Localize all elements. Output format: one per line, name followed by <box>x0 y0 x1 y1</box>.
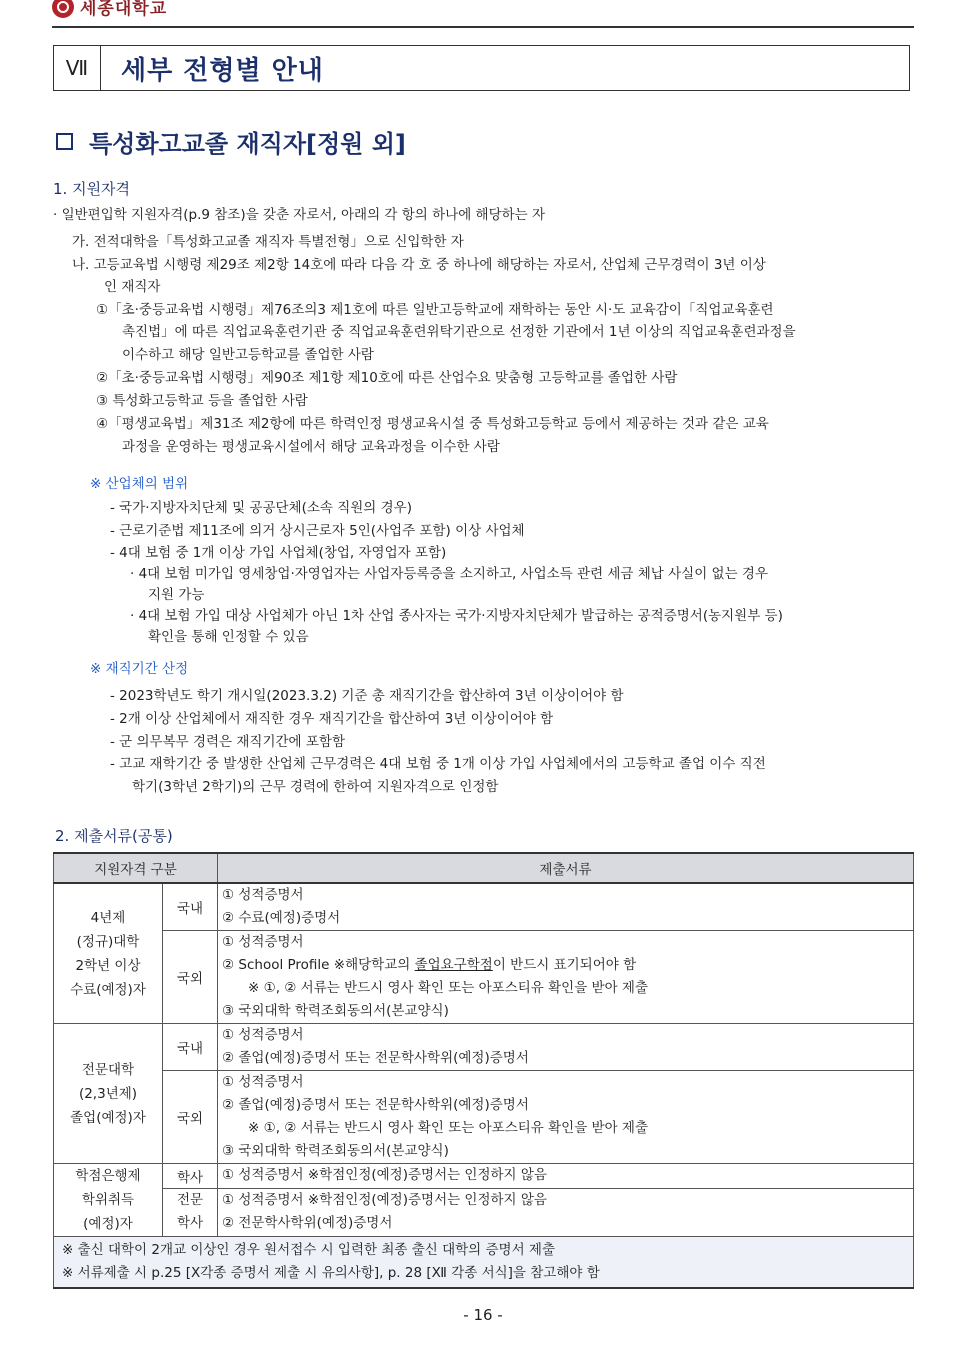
university-logo <box>52 0 167 19</box>
eligibility-item-na: 나. 고등교육법 시행령 제29조 제2항 14호에 따라 다음 각 호 중 하나에 해당하는 자로서, 산업체 근무경력이 3년 이상 <box>72 257 766 273</box>
group-credit-bank: 학점은행제 학위취득 (예정)자 <box>54 1164 163 1237</box>
domestic-documents: ① 성적증명서 ② 졸업(예정)증명서 또는 전문학사학위(예정)증명서 <box>218 1024 914 1071</box>
table-row <box>54 1071 914 1164</box>
scope-item-3b-cont: 확인을 통해 인정할 수 있음 <box>148 629 309 645</box>
domestic-label: 국내 <box>163 1024 218 1071</box>
period-item-4-cont: 학기(3학년 2학기)의 근무 경력에 한하여 지원자격으로 인정함 <box>132 779 499 795</box>
industry-scope-title: ※ 산업체의 범위 <box>90 476 189 492</box>
header-eligibility: 지원자격 구분 <box>54 853 218 883</box>
page-number: - 16 - <box>463 1306 503 1324</box>
criteria-4-cont: 과정을 운영하는 평생교육시설에서 해당 교육과정을 이수한 사람 <box>122 439 500 455</box>
section-title: 세부 전형별 안내 <box>121 55 324 86</box>
associate-label: 전문 학사 <box>163 1188 218 1236</box>
period-item-3: - 군 의무복무 경력은 재직기간에 포함함 <box>110 734 345 750</box>
header-divider <box>52 26 914 28</box>
criteria-2: ②「초·중등교육법 시행령」제90조 제1항 제10호에 따른 산업수요 맞춤형 고등학교를 졸업한 사람 <box>96 370 678 386</box>
domestic-label: 국내 <box>163 883 218 931</box>
criteria-1: ①「초·중등교육법 시행령」제76조의3 제1호에 따른 일반고등학교에 재학하는 동안 시·도 교육감이「직업교육훈련 <box>96 302 774 318</box>
foreign-label: 국외 <box>163 931 218 1024</box>
period-item-1: - 2023학년도 학기 개시일(2023.3.2) 기준 총 재직기간을 합산하여 3년 이상이어야 함 <box>110 688 624 704</box>
eligibility-heading: 1. 지원자격 <box>53 180 131 198</box>
scope-item-1: - 국가·지방자치단체 및 공공단체(소속 직원의 경우) <box>110 500 412 516</box>
employment-period-title: ※ 재직기간 산정 <box>90 661 189 677</box>
scope-item-2: - 근로기준법 제11조에 의거 상시근로자 5인(사업주 포함) 이상 사업체 <box>110 523 525 539</box>
scope-item-3a: · 4대 보험 미가입 영세창업·자영업자는 사업자등록증을 소지하고, 사업소득 관련 세금 체납 사실이 없는 경우 <box>130 566 769 582</box>
group-4year: 4년제 (정규)대학 2학년 이상 수료(예정)자 <box>54 883 163 1024</box>
associate-documents: ① 성적증명서 ※학점인정(예정)증명서는 인정하지 않음 ② 전문학사학위(예정)증명서 <box>218 1188 914 1236</box>
subsection-title <box>56 124 406 159</box>
bachelor-documents: ① 성적증명서 ※학점인정(예정)증명서는 인정하지 않음 <box>218 1164 914 1189</box>
documents-table <box>53 852 914 1289</box>
criteria-3: ③ 특성화고등학교 등을 졸업한 사람 <box>96 393 308 409</box>
table-row <box>54 883 914 931</box>
foreign-documents: ① 성적증명서 ② 졸업(예정)증명서 또는 전문학사학위(예정)증명서 ※ ①, ② 서류는 반드시 영사 확인 또는 아포스티유 확인을 받아 제출 ③ 국외대학 학력조회동의서(본교양식) <box>218 1071 914 1164</box>
period-item-2: - 2개 이상 산업체에서 재직한 경우 재직기간을 합산하여 3년 이상이어야 함 <box>110 711 554 727</box>
university-name: 세종대학교 <box>80 0 168 19</box>
scope-item-3: - 4대 보험 중 1개 이상 가입 사업체(창업, 자영업자 포함) <box>110 545 447 561</box>
bachelor-label: 학사 <box>163 1164 218 1189</box>
period-item-4: - 고교 재학기간 중 발생한 산업체 근무경력은 4대 보험 중 1개 이상 가입 사업체에서의 고등학교 졸업 이수 직전 <box>110 756 766 772</box>
table-row <box>54 931 914 1024</box>
table-header-row <box>54 853 914 883</box>
foreign-documents: ① 성적증명서 ② School Profile ※해당학교의 졸업요구학점이 반드시 표기되어야 함 ※ ①, ② 서류는 반드시 영사 확인 또는 아포스티유 확인을 받아 제출 ③ 국외대학 학력조회동의서(본교양식) <box>218 931 914 1024</box>
subsection-title-text: 특성화고교졸 재직자[정원 외] <box>89 130 406 158</box>
criteria-1-cont2: 이수하고 해당 일반고등학교를 졸업한 사람 <box>122 347 374 363</box>
table-row <box>54 1188 914 1236</box>
table-row <box>54 1164 914 1189</box>
group-junior-college: 전문대학 (2,3년제) 졸업(예정)자 <box>54 1024 163 1164</box>
table-notes: ※ 출신 대학이 2개교 이상인 경우 원서접수 시 입력한 최종 출신 대학의 증명서 제출 ※ 서류제출 시 p.25 [Ⅹ각종 증명서 제출 시 유의사항], p. 28 [Ⅻ 각종 서식]을 참고해야 함 <box>54 1237 914 1289</box>
section-header <box>53 45 910 91</box>
criteria-4: ④「평생교육법」제31조 제2항에 따른 학력인정 평생교육시설 중 특성화고등학교 등에서 제공하는 것과 같은 교육 <box>96 416 769 432</box>
eligibility-item-na-cont: 인 재직자 <box>104 279 161 295</box>
domestic-documents: ① 성적증명서 ② 수료(예정)증명서 <box>218 883 914 931</box>
documents-heading: 2. 제출서류(공통) <box>55 827 173 845</box>
foreign-label: 국외 <box>163 1071 218 1164</box>
square-bullet-icon <box>56 133 73 150</box>
criteria-1-cont: 촉진법」에 따른 직업교육훈련기관 중 직업교육훈련위탁기관으로 선정한 기관에서 1년 이상의 직업교육훈련과정을 <box>122 324 796 340</box>
table-notes-row <box>54 1237 914 1289</box>
eligibility-intro: · 일반편입학 지원자격(p.9 참조)을 갖춘 자로서, 아래의 각 항의 하나에 해당하는 자 <box>53 207 546 223</box>
header-documents: 제출서류 <box>218 853 914 883</box>
scope-item-3a-cont: 지원 가능 <box>148 587 205 603</box>
section-number: Ⅶ <box>54 46 101 90</box>
university-emblem-icon <box>52 0 74 18</box>
eligibility-item-ga: 가. 전적대학을「특성화고교졸 재직자 특별전형」으로 신입학한 자 <box>72 234 464 250</box>
scope-item-3b: · 4대 보험 가입 대상 사업체가 아닌 1차 산업 종사자는 국가·지방자치단체가 발급하는 공적증명서(농지원부 등) <box>130 608 783 624</box>
table-row <box>54 1024 914 1071</box>
